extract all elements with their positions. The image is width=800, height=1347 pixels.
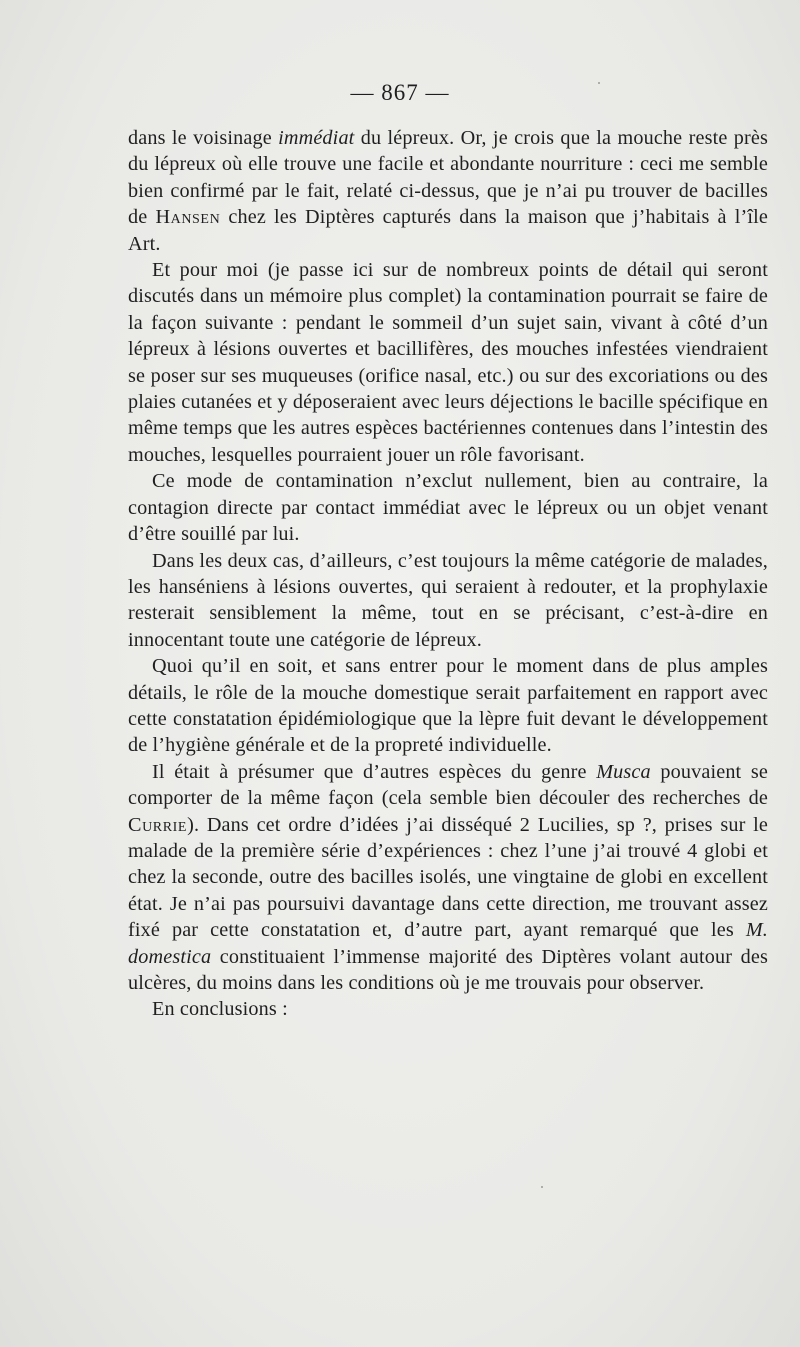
- text-run: pouvaient se comporter de la même façon (cela semble bien découler des recherches de: [128, 760, 768, 810]
- text-run: Il était à présumer que d’autres espèces du genre: [152, 760, 597, 783]
- body-text: [128, 125, 768, 1023]
- italic-text: Musca: [596, 760, 651, 783]
- italic-text: immédiat: [278, 127, 355, 149]
- text-run: Quoi qu’il en soit, et sans entrer pour le moment dans de plus amples détails, le rôle de la mouche domestique serait parfaitement en rapport avec cette constatation épidémiologique que la lèpre fuit devant le développement de l’hygiène générale et de la propreté individuelle.: [128, 655, 768, 757]
- text-run: du lépreux. Or, je crois que la mouche reste près du lépreux où elle trouve une facile et abondante nourriture : ceci me semble bien confirmé par le fait, relaté ci-dessus, que je n’ai pu trouver de bacilles de: [128, 127, 768, 229]
- text-run: dans le voisinage: [128, 127, 279, 149]
- paragraph: [128, 996, 768, 1022]
- paragraph: [128, 125, 768, 257]
- text-run: constituaient l’immense majorité des Diptères volant autour des ulcères, du moins dans les conditions où je me trouvais pour observer.: [128, 945, 768, 994]
- page-number: — 867 —: [350, 80, 450, 105]
- text-run: Dans les deux cas, d’ailleurs, c’est toujours la même catégorie de malades, les hanséniens à lésions ouvertes, qui seraient à redouter, et la prophylaxie resterait sensiblement la même, tout en se précisant, c’est-à-dire en innocentant toute une catégorie de lépreux.: [128, 549, 768, 651]
- text-run: Ce mode de contamination n’exclut nullement, bien au contraire, la contagion directe par contact immédiat avec le lépreux ou un objet venant d’être souillé par lui.: [128, 470, 768, 546]
- small-caps-name: Hansen: [155, 206, 221, 229]
- text-run: chez les Diptères capturés dans la maison que j’habitais à l’île Art.: [128, 206, 768, 255]
- text-run: ). Dans cet ordre d’idées j’ai disséqué 2 Lucilies, sp ?, prises sur le malade de la première série d’expériences : chez l’une j’ai trouvé 4 globi et chez la seconde, outre des bacilles isolés, une vingtaine de globi en excellent état. Je n’ai pas poursuivi davantage dans cette direction, me trouvant assez fixé par cette constatation et, d’autre part, ayant remarqué que les: [128, 813, 768, 942]
- small-caps-name: Currie: [128, 813, 188, 836]
- paragraph: [128, 759, 768, 997]
- italic-text: M. domestica: [128, 919, 768, 968]
- text-run: Et pour moi (je passe ici sur de nombreux points de détail qui seront discutés dans un mémoire plus complet) la contamination pourrait se faire de la façon suivante : pendant le sommeil d’un sujet sain, vivant à côté d’un lépreux à lésions ouvertes et bacillifères, des mouches infestées viendraient se poser sur ses muqueuses (orifice nasal, etc.) ou sur des excoriations ou des plaies cutanées et y déposeraient avec leurs déjections le bacille spécifique en même temps que les autres espèces bactériennes contenues dans l’intestin des mouches, lesquelles pourraient jouer un rôle favorisant.: [128, 259, 768, 466]
- paragraph: [128, 257, 768, 468]
- print-speck: [598, 82, 600, 84]
- print-speck: [541, 1186, 543, 1188]
- paragraph: [128, 653, 768, 759]
- paragraph: [128, 548, 768, 654]
- text-run: En conclusions :: [152, 998, 288, 1021]
- paragraph: [128, 468, 768, 547]
